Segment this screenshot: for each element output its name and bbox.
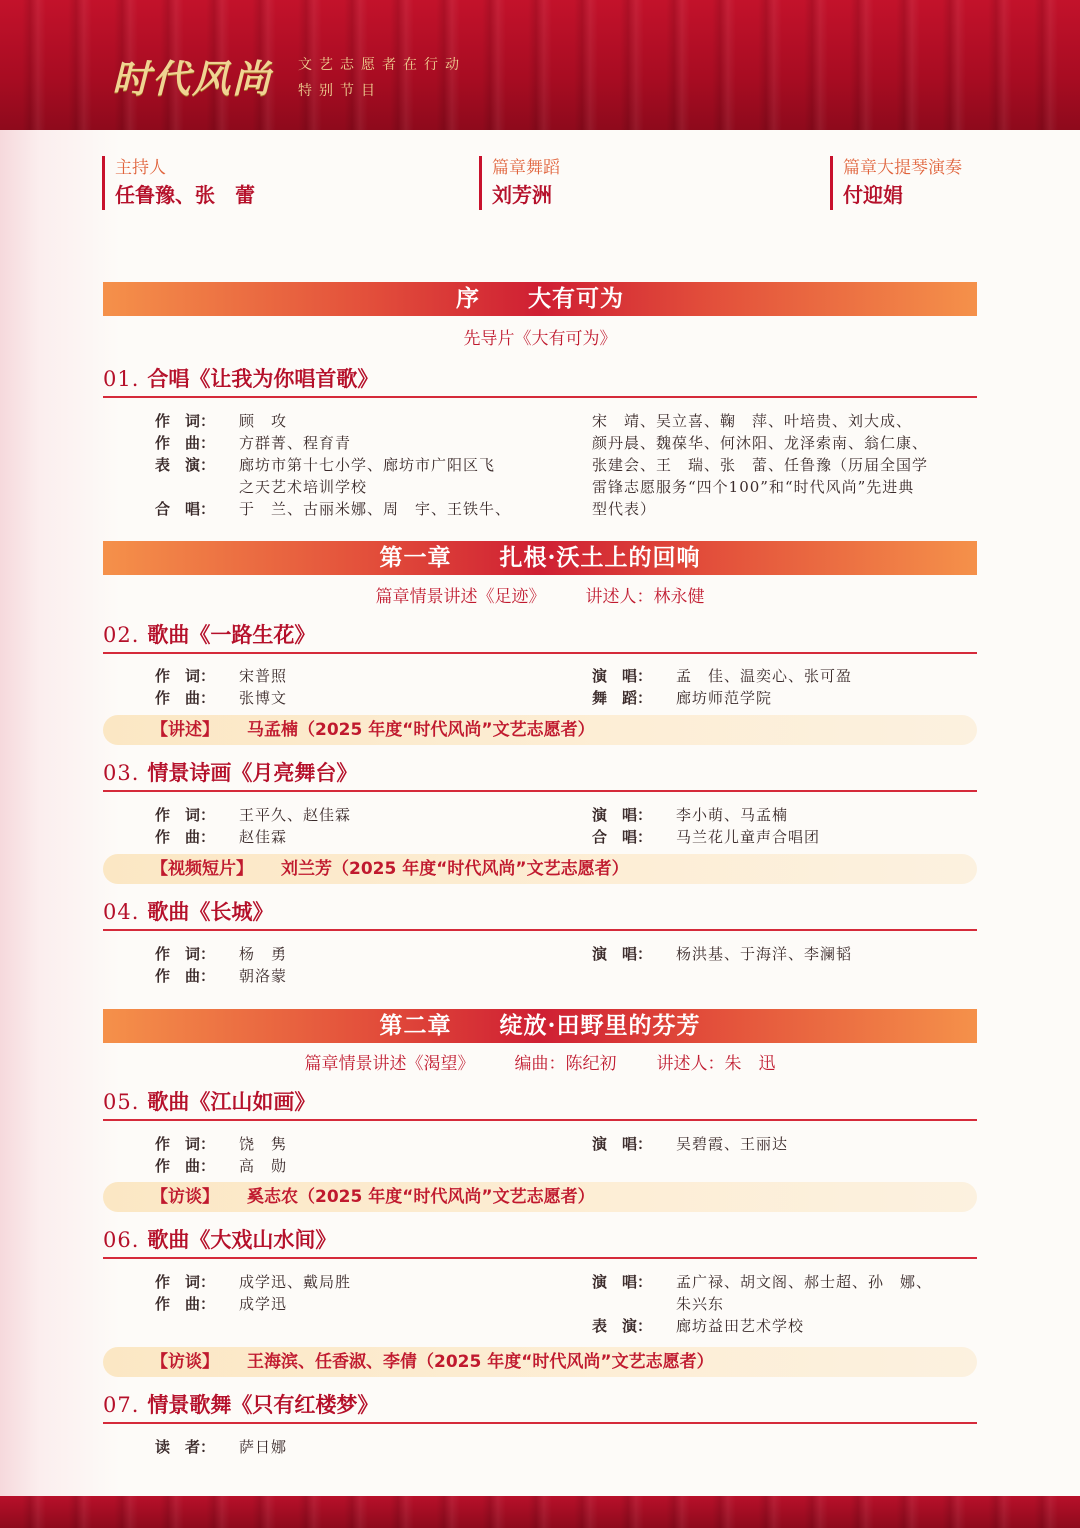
credit-line bbox=[155, 1155, 555, 1177]
credit-line bbox=[155, 1293, 555, 1315]
credit-line bbox=[155, 1133, 555, 1155]
sub-item: 篇章情景讲述《足迹》 bbox=[375, 587, 546, 607]
credit-label bbox=[155, 476, 239, 498]
credit-label: 舞 蹈： bbox=[592, 689, 653, 707]
credit-line bbox=[155, 498, 555, 520]
item-number: 03. bbox=[103, 761, 140, 785]
credit-label: 演 唱： bbox=[592, 945, 653, 963]
credit-line bbox=[155, 687, 555, 709]
item-05-credits-right bbox=[592, 1133, 977, 1155]
credit-line bbox=[155, 476, 555, 498]
credit-line bbox=[155, 826, 555, 848]
credit-value: 萨日娜 bbox=[239, 1438, 288, 1456]
credit-value: 吴碧霞、王丽达 bbox=[676, 1135, 789, 1153]
credit-label: 作 词： bbox=[155, 1135, 216, 1153]
item-03-title bbox=[103, 758, 977, 792]
crew-names: 任鲁豫、张 蕾 bbox=[115, 183, 255, 207]
item-02-highlight bbox=[103, 715, 977, 745]
sub-item: 讲述人：朱 迅 bbox=[656, 1054, 776, 1074]
credit-line bbox=[155, 804, 555, 826]
credit-label: 作 词： bbox=[155, 945, 216, 963]
credit-value: 饶 隽 bbox=[239, 1135, 288, 1153]
item-03-credits-right bbox=[592, 804, 977, 848]
credit-line bbox=[592, 943, 977, 965]
credit-label: 演 唱： bbox=[592, 806, 653, 824]
credit-label: 作 曲： bbox=[155, 1295, 216, 1313]
item-05-title bbox=[103, 1087, 977, 1121]
item-04-credits-left bbox=[155, 943, 555, 987]
sub-item: 先导片《大有可为》 bbox=[463, 329, 617, 349]
item-number: 01. bbox=[103, 367, 140, 391]
highlight-tag: 【访谈】 bbox=[151, 1187, 219, 1207]
item-name: 歌曲《江山如画》 bbox=[147, 1089, 316, 1114]
credit-label: 作 曲： bbox=[155, 689, 216, 707]
credit-line bbox=[155, 665, 555, 687]
credit-label: 作 词： bbox=[155, 412, 216, 430]
sub-item: 篇章情景讲述《渴望》 bbox=[304, 1054, 475, 1074]
credit-value: 孟 佳、温奕心、张可盈 bbox=[676, 667, 853, 685]
credit-value: 廊坊益田艺术学校 bbox=[676, 1317, 805, 1335]
highlight-text: 王海滨、任香淑、李倩（2025 年度“时代风尚”文艺志愿者） bbox=[247, 1352, 714, 1372]
credit-text-line: 型代表） bbox=[592, 500, 657, 518]
section-chapter1-title: 第一章 扎根·沃土上的回响 bbox=[103, 541, 977, 575]
credit-label: 作 词： bbox=[155, 667, 216, 685]
crew-host bbox=[102, 156, 255, 210]
credit-label: 合 唱： bbox=[155, 500, 216, 518]
crew-names: 刘芳洲 bbox=[492, 183, 552, 207]
credit-value: 马兰花儿童声合唱团 bbox=[676, 828, 821, 846]
credit-value: 王平久、赵佳霖 bbox=[239, 806, 352, 824]
item-03-credits-left bbox=[155, 804, 555, 848]
crew-dance bbox=[479, 156, 560, 210]
highlight-tag: 【讲述】 bbox=[151, 720, 219, 740]
credit-label: 演 唱： bbox=[592, 1273, 653, 1291]
item-01-credits-right bbox=[592, 410, 977, 520]
item-number: 07. bbox=[103, 1393, 140, 1417]
item-04-title bbox=[103, 897, 977, 931]
item-name: 合唱《让我为你唱首歌》 bbox=[147, 366, 379, 391]
credit-text-line: 张建会、王 瑞、张 蕾、任鲁豫（历届全国学 bbox=[592, 456, 929, 474]
credit-line bbox=[592, 1315, 977, 1337]
credit-value: 高 勋 bbox=[239, 1157, 288, 1175]
item-02-credits-right bbox=[592, 665, 977, 709]
credit-line bbox=[155, 432, 555, 454]
item-05-credits-left bbox=[155, 1133, 555, 1177]
item-07-credits-left bbox=[155, 1436, 555, 1458]
credit-line bbox=[592, 687, 977, 709]
credit-value: 朱兴东 bbox=[676, 1295, 725, 1313]
credit-value: 宋普照 bbox=[239, 667, 288, 685]
credit-line bbox=[155, 965, 555, 987]
item-06-highlight bbox=[103, 1347, 977, 1377]
item-01-title bbox=[103, 364, 977, 398]
item-number: 04. bbox=[103, 900, 140, 924]
credit-label: 合 唱： bbox=[592, 828, 653, 846]
credit-text-line: 宋 靖、吴立喜、鞠 萍、叶培贵、刘大成、 bbox=[592, 412, 913, 430]
section-chapter2-sub bbox=[103, 1051, 977, 1077]
credit-label: 作 曲： bbox=[155, 1157, 216, 1175]
highlight-tag: 【访谈】 bbox=[151, 1352, 219, 1372]
section-chapter2-title: 第二章 绽放·田野里的芬芳 bbox=[103, 1009, 977, 1043]
section-chapter1-sub bbox=[103, 584, 977, 610]
highlight-text: 奚志农（2025 年度“时代风尚”文艺志愿者） bbox=[247, 1187, 595, 1207]
credit-label: 作 曲： bbox=[155, 967, 216, 985]
item-06-credits-left bbox=[155, 1271, 555, 1315]
crew-cello bbox=[830, 156, 962, 210]
crew-names: 付迎娟 bbox=[843, 183, 903, 207]
credit-value: 成学迅、戴局胜 bbox=[239, 1273, 352, 1291]
footer-band bbox=[0, 1496, 1080, 1528]
item-name: 情景诗画《月亮舞台》 bbox=[147, 760, 358, 785]
item-02-title bbox=[103, 620, 977, 654]
credit-line bbox=[592, 1133, 977, 1155]
highlight-text: 刘兰芳（2025 年度“时代风尚”文艺志愿者） bbox=[281, 859, 629, 879]
credit-value: 顾 攻 bbox=[239, 412, 288, 430]
credit-value: 杨 勇 bbox=[239, 945, 288, 963]
item-07-title bbox=[103, 1390, 977, 1424]
crew-role: 主持人 bbox=[115, 158, 166, 178]
item-04-credits-right bbox=[592, 943, 977, 965]
credit-value: 廊坊师范学院 bbox=[676, 689, 773, 707]
sub-item: 编曲：陈纪初 bbox=[514, 1054, 617, 1074]
credit-line bbox=[155, 1436, 555, 1458]
credit-line bbox=[592, 804, 977, 826]
credit-label: 读 者： bbox=[155, 1438, 216, 1456]
credit-label: 作 词： bbox=[155, 806, 216, 824]
credit-value: 杨洪基、于海洋、李澜韬 bbox=[676, 945, 853, 963]
section-prelude-title: 序 大有可为 bbox=[103, 282, 977, 316]
item-name: 歌曲《长城》 bbox=[147, 899, 274, 924]
credit-label: 表 演： bbox=[155, 456, 216, 474]
sub-item: 讲述人：林永健 bbox=[585, 587, 705, 607]
item-number: 02. bbox=[103, 623, 140, 647]
credit-label: 作 曲： bbox=[155, 828, 216, 846]
item-06-credits-right bbox=[592, 1271, 977, 1337]
header-subtitle bbox=[298, 52, 466, 104]
logo: 时代风尚 bbox=[112, 56, 273, 101]
credit-label: 表 演： bbox=[592, 1317, 653, 1335]
item-02-credits-left bbox=[155, 665, 555, 709]
highlight-text: 马孟楠（2025 年度“时代风尚”文艺志愿者） bbox=[247, 720, 595, 740]
item-05-highlight bbox=[103, 1182, 977, 1212]
credit-line bbox=[592, 665, 977, 687]
credit-value: 孟广禄、胡文阁、郝士超、孙 娜、 bbox=[676, 1273, 933, 1291]
header-band bbox=[0, 0, 1080, 130]
credit-line bbox=[155, 410, 555, 432]
item-01-credits-left bbox=[155, 410, 555, 520]
item-06-title bbox=[103, 1225, 977, 1259]
credit-value: 张博文 bbox=[239, 689, 288, 707]
item-name: 歌曲《一路生花》 bbox=[147, 622, 316, 647]
item-03-highlight bbox=[103, 854, 977, 884]
credit-text-line: 颜丹晨、魏葆华、何沐阳、龙泽索南、翁仁康、 bbox=[592, 434, 929, 452]
credit-value: 廊坊市第十七小学、廊坊市广阳区飞 bbox=[239, 456, 496, 474]
header-subtitle-line1: 文艺志愿者在行动 bbox=[298, 57, 466, 73]
credit-label bbox=[592, 1293, 676, 1315]
credit-line bbox=[592, 826, 977, 848]
credit-value: 方群菁、程育青 bbox=[239, 434, 352, 452]
credit-value: 朝洛蒙 bbox=[239, 967, 288, 985]
item-number: 05. bbox=[103, 1090, 140, 1114]
credit-line bbox=[155, 454, 555, 476]
crew-role: 篇章大提琴演奏 bbox=[843, 158, 962, 178]
item-number: 06. bbox=[103, 1228, 140, 1252]
credit-value: 于 兰、古丽米娜、周 宇、王铁牛、 bbox=[239, 500, 512, 518]
credit-label: 演 唱： bbox=[592, 1135, 653, 1153]
credit-label: 演 唱： bbox=[592, 667, 653, 685]
crew-role: 篇章舞蹈 bbox=[492, 158, 560, 178]
credit-value: 之天艺术培训学校 bbox=[239, 478, 368, 496]
item-name: 情景歌舞《只有红楼梦》 bbox=[147, 1392, 379, 1417]
item-name: 歌曲《大戏山水间》 bbox=[147, 1227, 337, 1252]
credit-line bbox=[155, 1271, 555, 1293]
credit-text-line: 雷锋志愿服务“四个100”和“时代风尚”先进典 bbox=[592, 478, 915, 496]
header-subtitle-line2: 特别节目 bbox=[298, 83, 382, 99]
credit-value: 成学迅 bbox=[239, 1295, 288, 1313]
credit-value: 李小萌、马孟楠 bbox=[676, 806, 789, 824]
section-prelude-sub bbox=[103, 326, 977, 352]
credit-label: 作 词： bbox=[155, 1273, 216, 1291]
credit-line bbox=[155, 943, 555, 965]
credit-line bbox=[592, 1293, 977, 1315]
credit-label: 作 曲： bbox=[155, 434, 216, 452]
highlight-tag: 【视频短片】 bbox=[151, 859, 253, 879]
credit-value: 赵佳霖 bbox=[239, 828, 288, 846]
credit-line bbox=[592, 1271, 977, 1293]
